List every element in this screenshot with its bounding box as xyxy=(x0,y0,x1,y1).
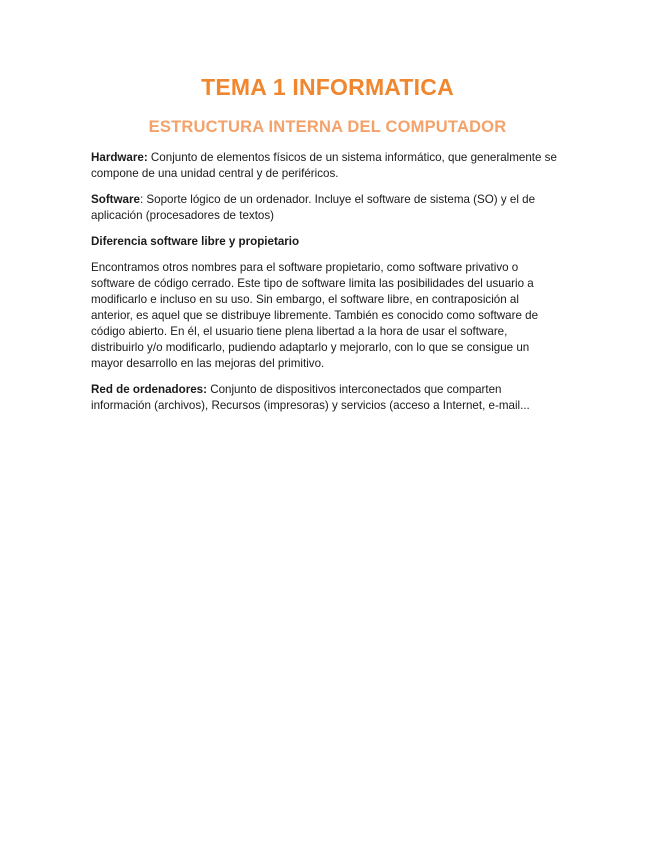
definition-hardware: Conjunto de elementos físicos de un sistema informático, que generalmente se compone de una unidad central y de periféricos. xyxy=(91,151,557,180)
term-network: Red de ordenadores: xyxy=(91,383,207,396)
paragraph-software xyxy=(91,192,561,224)
paragraph-free-vs-proprietary: Encontramos otros nombres para el software propietario, como software privativo o software de código cerrado. Este tipo de software limita las posibilidades del usuario a modificarlo e incluso en su uso. Sin embargo, el software libre, en contraposición al anterior, es aquel que se distribuye libremente. También es conocido como software de código abierto. En él, el usuario tiene plena libertad a la hora de usar el software, distribuirlo y/o modificarlo, pudiendo adaptarlo y mejorarlo, con lo que se consigue un mayor desarrollo en las mejoras del primitivo. xyxy=(91,261,539,370)
term-hardware: Hardware: xyxy=(91,151,148,164)
definition-software: : Soporte lógico de un ordenador. Incluye el software de sistema (SO) y el de aplicación (procesadores de textos) xyxy=(91,193,536,222)
paragraph-network xyxy=(91,382,561,414)
term-software: Software xyxy=(91,193,140,206)
section-heading-free-vs-proprietary: Diferencia software libre y propietario xyxy=(91,235,300,248)
document-body xyxy=(91,150,561,424)
paragraph-hardware xyxy=(91,150,561,182)
document-subtitle: ESTRUCTURA INTERNA DEL COMPUTADOR xyxy=(148,118,507,136)
definition-network: Conjunto de dispositivos interconectados que comparten información (archivos), Recursos (impresoras) y servicios (acceso a Internet, e-mail... xyxy=(91,383,530,412)
document-title: TEMA 1 INFORMATICA xyxy=(201,74,454,100)
